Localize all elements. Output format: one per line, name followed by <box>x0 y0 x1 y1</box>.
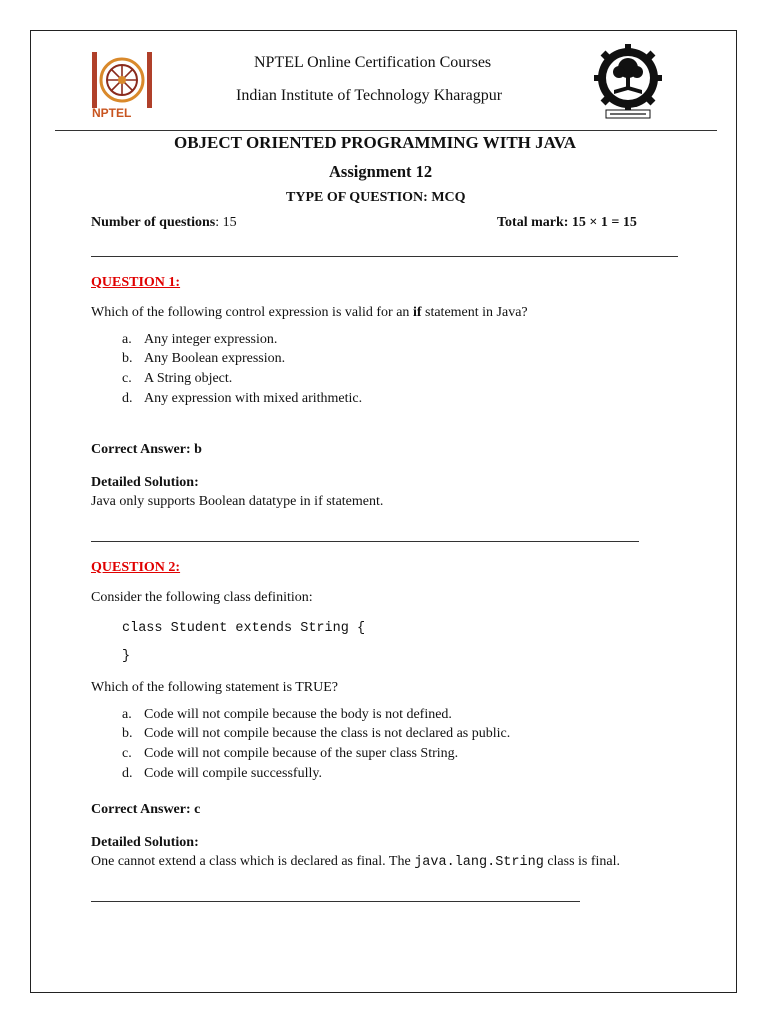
total-mark: Total mark: 15 × 1 = 15 <box>497 215 637 230</box>
option-text: Code will not compile because the body is not defined. <box>144 707 452 722</box>
question-2-solution <box>91 854 620 870</box>
question-2-solution-end: class is final. <box>543 854 621 869</box>
question-1-text <box>91 305 528 321</box>
question-1-solution: Java only supports Boolean datatype in if statement. <box>91 494 384 509</box>
question-2-solution-start: One cannot extend a class which is declared as final. The <box>91 854 415 869</box>
nptel-logo-text: NPTEL <box>92 106 132 120</box>
question-2-option-b <box>122 726 510 742</box>
option-label: c. <box>122 371 132 386</box>
question-2-option-d <box>122 766 322 782</box>
question-1-answer: Correct Answer: b <box>91 442 202 457</box>
question-1-option-b <box>122 351 285 367</box>
option-text: Code will not compile because of the super class String. <box>144 746 459 761</box>
option-label: a. <box>122 332 132 347</box>
question-2-solution-code: java.lang.String <box>414 855 544 870</box>
question-1-divider <box>91 541 639 542</box>
question-2-text: Which of the following statement is TRUE? <box>91 680 339 695</box>
number-of-questions-value: : 15 <box>215 215 237 230</box>
option-label: b. <box>122 351 133 366</box>
question-2-code-line-1: class Student extends String { <box>122 621 366 636</box>
question-1-text-keyword: if <box>412 305 422 320</box>
assignment-title: Assignment 12 <box>329 162 433 181</box>
question-2-divider <box>91 901 580 902</box>
question-type: TYPE OF QUESTION: MCQ <box>286 190 466 205</box>
course-title: OBJECT ORIENTED PROGRAMMING WITH JAVA <box>174 133 577 152</box>
header-divider <box>55 130 717 131</box>
option-label: a. <box>122 707 132 722</box>
meta-divider <box>91 256 678 257</box>
option-text: Any integer expression. <box>144 332 278 347</box>
nptel-logo <box>88 50 156 124</box>
question-2-answer: Correct Answer: c <box>91 802 201 817</box>
option-text: Code will not compile because the class is not declared as public. <box>144 726 511 741</box>
option-text: Any Boolean expression. <box>144 351 286 366</box>
iit-kharagpur-seal-icon <box>592 42 664 122</box>
number-of-questions-label: Number of questions <box>91 215 216 230</box>
question-1-option-d <box>122 391 362 407</box>
question-1-heading: QUESTION 1: <box>91 275 181 290</box>
question-1-text-start: Which of the following control expression is valid for an <box>91 305 413 320</box>
question-2-option-c <box>122 746 458 762</box>
option-label: c. <box>122 746 132 761</box>
option-text: Code will compile successfully. <box>144 766 322 781</box>
question-1-option-a <box>122 332 277 348</box>
option-text: A String object. <box>144 371 233 386</box>
question-2-heading: QUESTION 2: <box>91 560 181 575</box>
option-label: b. <box>122 726 133 741</box>
option-label: d. <box>122 766 133 781</box>
question-1-solution-label: Detailed Solution: <box>91 475 199 490</box>
option-text: Any expression with mixed arithmetic. <box>144 391 363 406</box>
question-2-intro: Consider the following class definition: <box>91 590 313 605</box>
question-1-text-end: statement in Java? <box>421 305 528 320</box>
header-line-2: Indian Institute of Technology Kharagpur <box>236 87 503 104</box>
question-1-option-c <box>122 371 232 387</box>
question-2-solution-label: Detailed Solution: <box>91 835 199 850</box>
question-2-option-a <box>122 707 452 723</box>
number-of-questions <box>91 215 237 231</box>
header-line-1: NPTEL Online Certification Courses <box>254 54 492 71</box>
question-2-code-line-2: } <box>122 649 131 664</box>
option-label: d. <box>122 391 133 406</box>
